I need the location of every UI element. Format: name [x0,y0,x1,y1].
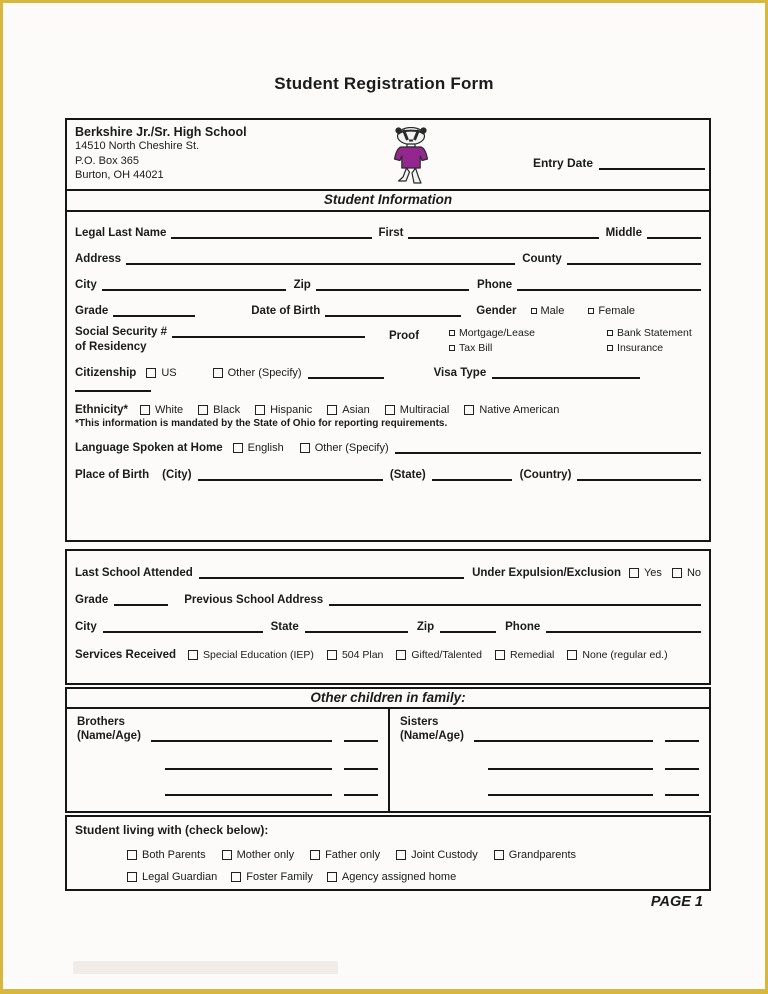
service-option-label: Remedial [510,649,555,661]
checkbox-ethnicity-native-american[interactable] [464,404,559,416]
sisters-name-age-label: (Name/Age) [400,730,464,742]
checkbox-icon[interactable] [198,405,208,415]
checkbox-grandparents[interactable] [494,849,576,861]
proof-option-label: Bank Statement [617,327,692,339]
checkbox-icon[interactable] [494,850,504,860]
male-label: Male [540,305,565,317]
us-label: US [161,367,177,379]
address-field[interactable] [126,262,515,265]
checkbox-none-regular-ed[interactable] [567,649,667,661]
page-title: Student Registration Form [274,74,494,93]
sisters-label: Sisters [400,716,439,728]
female-label: Female [598,305,636,317]
brothers-label: Brothers [77,716,125,728]
pob-city-label: (City) [162,469,192,481]
living-option-label: Grandparents [508,849,577,861]
brother-2-name-field[interactable] [165,767,332,770]
section-title-other-children: Other children in family: [65,687,711,709]
service-option-label: Gifted/Talented [411,649,483,661]
proof-options [449,327,692,354]
brother-1-age-field[interactable] [344,739,378,742]
checkbox-ethnicity-asian[interactable] [327,404,370,416]
zip-field[interactable] [316,288,469,291]
city-label: City [75,279,97,291]
school-address-line2: P.O. Box 365 [75,154,140,167]
entry-date-field[interactable] [599,167,705,170]
checkbox-special-education[interactable] [188,649,314,661]
ethnicity-label: Ethnicity* [75,404,129,416]
proof-option-label: Tax Bill [459,342,493,354]
living-option-label: Legal Guardian [142,871,218,883]
prev-state-field[interactable] [305,630,408,633]
checkbox-icon[interactable] [310,850,320,860]
prev-phone-field[interactable] [546,630,701,633]
checkbox-insurance[interactable] [607,342,692,354]
sister-2-age-field[interactable] [665,767,699,770]
checkbox-tax-bill[interactable] [449,342,607,354]
ssn-label: Social Security # [75,326,168,338]
checkbox-icon[interactable] [300,443,310,453]
legal-last-name-field[interactable] [171,236,371,239]
yes-label: Yes [643,567,662,579]
living-option-label: Both Parents [142,849,206,861]
living-option-label: Joint Custody [411,849,478,861]
prev-state-label: State [270,621,299,633]
prev-school-address-field[interactable] [329,603,701,606]
checkbox-icon[interactable] [607,345,613,351]
checkbox-icon[interactable] [396,850,406,860]
sister-2-name-field[interactable] [488,767,653,770]
entry-date-label: Entry Date [532,156,593,170]
checkbox-bank-statement[interactable] [607,327,692,339]
proof-option-label: Mortgage/Lease [459,327,535,339]
living-option-label: Mother only [236,849,295,861]
living-option-label: Father only [325,849,381,861]
sister-3-age-field[interactable] [665,793,699,796]
checkbox-icon[interactable] [327,405,337,415]
checkbox-joint-custody[interactable] [396,849,478,861]
checkbox-language-english[interactable] [233,442,284,454]
expulsion-label: Under Expulsion/Exclusion [472,567,621,579]
prev-grade-label: Grade [75,594,109,606]
service-option-label: Special Education (IEP) [203,649,314,661]
english-label: English [247,442,284,454]
checkbox-icon[interactable] [567,650,577,660]
section-title-student-information: Student Information [65,191,711,212]
checkbox-icon[interactable] [629,568,639,578]
checkbox-icon[interactable] [449,345,455,351]
pob-country-field[interactable] [577,478,701,481]
proof-option-label: Insurance [617,342,664,354]
checkbox-icon[interactable] [531,308,537,314]
prev-city-label: City [75,621,97,633]
citizenship-other-field-continued[interactable] [75,389,151,392]
of-residency-label: of Residency [75,341,147,353]
checkbox-expulsion-yes[interactable] [629,567,662,579]
prev-school-address-label: Previous School Address [184,594,324,606]
brothers-column [67,709,388,811]
pob-state-field[interactable] [432,478,512,481]
checkbox-ethnicity-white[interactable] [140,404,183,416]
checkbox-female[interactable] [588,305,635,317]
school-name: Berkshire Jr./Sr. High School [75,125,247,139]
sister-1-name-field[interactable] [474,739,653,742]
checkbox-icon[interactable] [385,405,395,415]
prev-zip-label: Zip [416,621,435,633]
checkbox-504-plan[interactable] [327,649,383,661]
entry-date-row [533,156,705,170]
language-label: Language Spoken at Home [75,442,223,454]
phone-field[interactable] [517,288,701,291]
checkbox-father-only[interactable] [310,849,380,861]
checkbox-icon[interactable] [140,405,150,415]
page-number: PAGE 1 [650,894,703,910]
citizenship-label: Citizenship [75,367,137,379]
ethnicity-option-label: Black [213,404,241,416]
brother-3-age-field[interactable] [344,793,378,796]
living-with-title: Student living with (check below): [75,823,269,837]
checkbox-gifted-talented[interactable] [396,649,482,661]
siblings-box [65,709,711,813]
checkbox-language-other[interactable] [300,442,389,454]
faint-watermark [73,961,338,974]
living-option-label: Agency assigned home [341,871,457,883]
checkbox-ethnicity-multiracial[interactable] [385,404,450,416]
middle-name-field[interactable] [647,236,701,239]
checkbox-foster-family[interactable] [231,871,313,883]
prev-grade-field[interactable] [114,603,168,606]
school-history-box [65,549,711,685]
prev-zip-field[interactable] [440,630,496,633]
services-received-label: Services Received [75,649,177,661]
service-option-label: 504 Plan [341,649,384,661]
other-specify-label: Other (Specify) [227,367,302,379]
service-option-label: None (regular ed.) [582,649,668,661]
checkbox-icon[interactable] [146,368,156,378]
sisters-column [388,709,709,811]
phone-label: Phone [477,279,513,291]
county-label: County [522,253,562,265]
ethnicity-option-label: Native American [479,404,560,416]
prev-phone-label: Phone [505,621,541,633]
dob-label: Date of Birth [251,305,321,317]
no-label: No [686,567,701,579]
middle-name-label: Middle [605,227,642,239]
checkbox-icon[interactable] [231,872,241,882]
pob-city-field[interactable] [198,478,383,481]
dob-field[interactable] [325,314,461,317]
first-name-label: First [378,227,404,239]
checkbox-icon[interactable] [449,330,455,336]
checkbox-male[interactable] [531,305,565,317]
checkbox-icon[interactable] [188,650,198,660]
visa-type-field[interactable] [492,376,640,379]
other-specify-label: Other (Specify) [314,442,389,454]
checkbox-icon[interactable] [672,568,682,578]
first-name-field[interactable] [408,236,598,239]
grade-label: Grade [75,305,109,317]
ethnicity-option-label: White [155,404,184,416]
checkbox-icon[interactable] [588,308,594,314]
school-mascot-icon [389,127,433,189]
language-other-field[interactable] [395,451,701,454]
ethnicity-option-label: Multiracial [399,404,450,416]
city-field[interactable] [102,288,286,291]
zip-label: Zip [293,279,311,291]
checkbox-icon[interactable] [127,850,137,860]
ssn-field[interactable] [172,335,365,338]
brother-2-age-field[interactable] [344,767,378,770]
checkbox-ethnicity-hispanic[interactable] [255,404,312,416]
ethnicity-option-label: Hispanic [270,404,313,416]
checkbox-icon[interactable] [495,650,505,660]
gender-label: Gender [476,305,517,317]
checkbox-icon[interactable] [127,872,137,882]
checkbox-icon[interactable] [255,405,265,415]
citizenship-other-field[interactable] [308,376,384,379]
address-label: Address [75,253,122,265]
visa-type-label: Visa Type [433,367,487,379]
checkbox-expulsion-no[interactable] [672,567,701,579]
checkbox-ethnicity-black[interactable] [198,404,240,416]
checkbox-icon[interactable] [222,850,232,860]
ethnicity-footnote: *This information is mandated by the State of Ohio for reporting requirements. [75,418,448,429]
living-with-box [65,815,711,891]
county-field[interactable] [567,262,701,265]
checkbox-icon[interactable] [464,405,474,415]
grade-field[interactable] [113,314,195,317]
last-school-field[interactable] [199,576,464,579]
school-address-line1: 14510 North Cheshire St. [75,140,200,152]
pob-state-label: (State) [389,469,426,481]
living-option-label: Foster Family [246,871,313,883]
checkbox-legal-guardian[interactable] [127,871,217,883]
brothers-name-age-label: (Name/Age) [77,730,141,742]
student-info-box [65,212,711,542]
checkbox-mortgage-lease[interactable] [449,327,607,339]
checkbox-icon[interactable] [213,368,223,378]
checkbox-mother-only[interactable] [222,849,294,861]
checkbox-both-parents[interactable] [127,849,206,861]
proof-label: Proof [389,330,420,342]
checkbox-icon[interactable] [327,872,337,882]
checkbox-agency-assigned-home[interactable] [327,871,456,883]
checkbox-icon[interactable] [396,650,406,660]
sister-1-age-field[interactable] [665,739,699,742]
last-school-label: Last School Attended [75,567,193,579]
school-header-box [65,118,711,191]
legal-last-name-label: Legal Last Name [75,227,167,239]
registration-form [65,118,711,891]
checkbox-citizenship-other[interactable] [213,367,302,379]
pob-country-label: (Country) [519,469,572,481]
checkbox-icon[interactable] [607,330,613,336]
checkbox-icon[interactable] [327,650,337,660]
checkbox-citizenship-us[interactable] [146,367,176,379]
sister-3-name-field[interactable] [488,793,653,796]
checkbox-icon[interactable] [233,443,243,453]
brother-1-name-field[interactable] [151,739,332,742]
place-of-birth-label: Place of Birth [75,469,150,481]
prev-city-field[interactable] [103,630,263,633]
brother-3-name-field[interactable] [165,793,332,796]
checkbox-remedial[interactable] [495,649,554,661]
school-address-line3: Burton, OH 44021 [75,169,164,181]
ethnicity-option-label: Asian [342,404,370,416]
